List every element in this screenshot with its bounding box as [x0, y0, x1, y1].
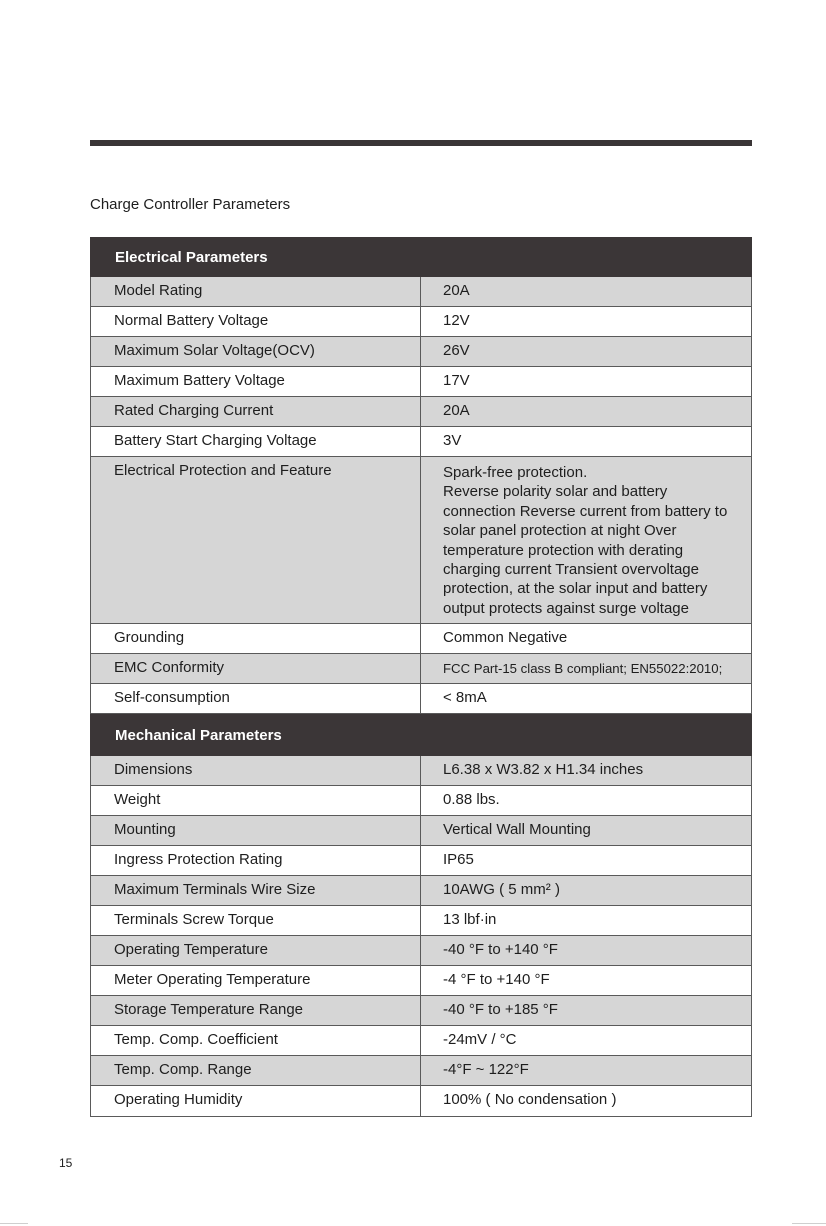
- param-value: 10AWG ( 5 mm² ): [443, 881, 560, 898]
- param-value: Common Negative: [443, 629, 568, 646]
- section-header-mechanical: [90, 714, 752, 756]
- table-row: [90, 936, 752, 966]
- param-label: Storage Temperature Range: [91, 996, 421, 1025]
- param-label: Terminals Screw Torque: [91, 906, 421, 935]
- param-value: 20A: [443, 402, 470, 419]
- page-title: Charge Controller Parameters: [90, 196, 291, 213]
- param-label: Battery Start Charging Voltage: [91, 427, 421, 456]
- param-value: 20A: [443, 282, 470, 299]
- table-row: [90, 756, 752, 786]
- param-label: Operating Humidity: [91, 1086, 421, 1116]
- param-label: Maximum Terminals Wire Size: [91, 876, 421, 905]
- table-row: [90, 816, 752, 846]
- param-label: Temp. Comp. Coefficient: [91, 1026, 421, 1055]
- param-label: Normal Battery Voltage: [91, 307, 421, 336]
- table-row: [90, 367, 752, 397]
- param-value: IP65: [443, 851, 474, 868]
- param-label: Self-consumption: [91, 684, 421, 713]
- param-value: 17V: [443, 372, 470, 389]
- section-title: Mechanical Parameters: [115, 726, 282, 744]
- table-row: [90, 996, 752, 1026]
- param-label: Maximum Solar Voltage(OCV): [91, 337, 421, 366]
- table-row: [90, 1026, 752, 1056]
- param-label: Maximum Battery Voltage: [91, 367, 421, 396]
- table-row: [90, 1056, 752, 1086]
- param-label: Temp. Comp. Range: [91, 1056, 421, 1085]
- table-row: [90, 654, 752, 684]
- param-value: -24mV / °C: [443, 1031, 517, 1048]
- param-label: Weight: [91, 786, 421, 815]
- table-row: [90, 684, 752, 714]
- top-rule: [90, 140, 752, 146]
- param-label: Electrical Protection and Feature: [91, 457, 421, 623]
- param-value: -40 °F to +185 °F: [443, 1001, 558, 1018]
- param-label: Model Rating: [91, 277, 421, 306]
- spec-table: [90, 237, 752, 1117]
- param-value: 3V: [443, 432, 462, 449]
- param-label: Operating Temperature: [91, 936, 421, 965]
- param-value: 100% ( No condensation ): [443, 1091, 617, 1108]
- table-row: [90, 277, 752, 307]
- param-value: Vertical Wall Mounting: [443, 821, 591, 838]
- param-value: 12V: [443, 312, 470, 329]
- table-row: [90, 427, 752, 457]
- param-value: -4°F ~ 122°F: [443, 1061, 529, 1078]
- page-number: 15: [59, 1156, 73, 1170]
- table-row: [90, 876, 752, 906]
- section-header-electrical: [90, 237, 752, 277]
- param-value: 0.88 lbs.: [443, 791, 500, 808]
- table-row: [90, 624, 752, 654]
- table-row: [90, 966, 752, 996]
- param-value: FCC Part-15 class B compliant; EN55022:2010;: [443, 661, 723, 676]
- param-label: Meter Operating Temperature: [91, 966, 421, 995]
- param-label: Mounting: [91, 816, 421, 845]
- param-value: -40 °F to +140 °F: [443, 941, 558, 958]
- param-value: L6.38 x W3.82 x H1.34 inches: [443, 761, 644, 778]
- param-label: Ingress Protection Rating: [91, 846, 421, 875]
- param-label: Rated Charging Current: [91, 397, 421, 426]
- section-title: Electrical Parameters: [115, 248, 268, 266]
- param-label: Dimensions: [91, 756, 421, 785]
- table-row: [90, 846, 752, 876]
- param-value: -4 °F to +140 °F: [443, 971, 550, 988]
- table-row: [90, 307, 752, 337]
- table-row: [90, 457, 752, 624]
- table-row: [90, 397, 752, 427]
- table-row: [90, 337, 752, 367]
- param-value: 13 lbf·in: [443, 911, 497, 928]
- table-row: [90, 906, 752, 936]
- param-label: Grounding: [91, 624, 421, 653]
- param-value: Spark-free protection. Reverse polarity solar and battery connection Reverse current from battery to solar panel protection at night Over temperature protection with derating charging current Transient overvoltage protection, at the solar input and battery output protects against surge voltage: [443, 464, 728, 617]
- param-label: EMC Conformity: [91, 654, 421, 683]
- table-row: [90, 1086, 752, 1117]
- table-row: [90, 786, 752, 816]
- param-value: < 8mA: [443, 689, 487, 706]
- param-value: 26V: [443, 342, 470, 359]
